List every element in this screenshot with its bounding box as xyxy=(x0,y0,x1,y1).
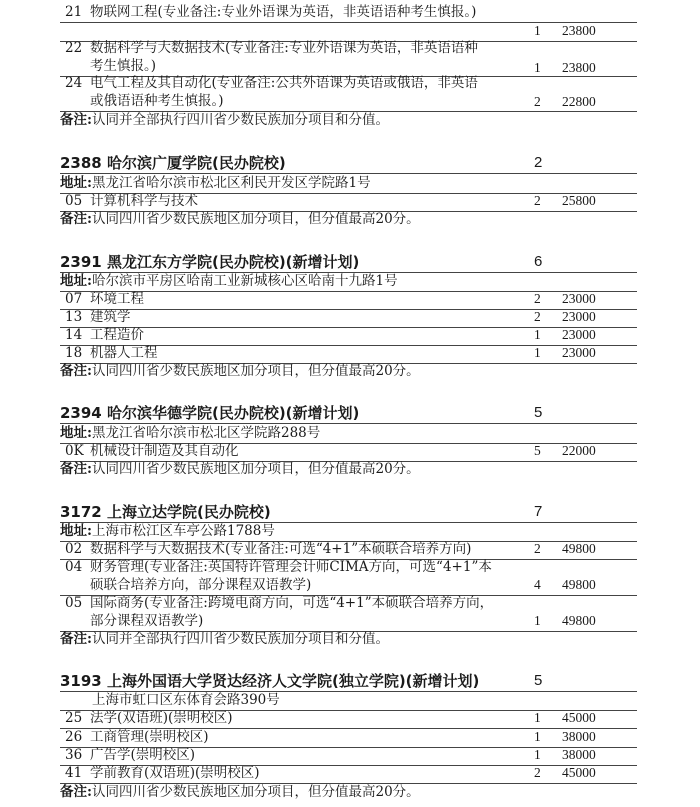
item-count: 2 xyxy=(534,765,541,780)
item-fee: 25800 xyxy=(562,193,596,208)
item-code: 41 xyxy=(65,765,83,781)
remark xyxy=(60,782,420,802)
item-count: 2 xyxy=(534,309,541,324)
address xyxy=(60,521,275,541)
item-count: 2 xyxy=(534,541,541,556)
school-total: 6 xyxy=(534,253,543,270)
school-total: 2 xyxy=(534,154,543,171)
item-code: 26 xyxy=(65,729,83,745)
item-code: 05 xyxy=(65,595,83,611)
address-label: 地址: xyxy=(60,425,92,441)
item-count: 1 xyxy=(534,23,541,38)
divider xyxy=(60,291,637,292)
item-code: 05 xyxy=(65,193,83,209)
item-code: 07 xyxy=(65,291,83,307)
item-name: 工商管理(崇明校区) xyxy=(90,729,209,745)
item-name: 机械设计制造及其自动化 xyxy=(90,443,239,459)
remark xyxy=(60,361,420,381)
remark-label: 备注: xyxy=(60,363,92,379)
item-code: 04 xyxy=(65,559,83,575)
remark-label: 备注: xyxy=(60,461,92,477)
item-name: 机器人工程 xyxy=(90,345,158,361)
item-name-line1: 国际商务(专业备注:跨境电商方向，可选“4+1”本硕联合培养方向， xyxy=(90,595,494,611)
address xyxy=(60,690,280,710)
item-code: 36 xyxy=(65,747,83,763)
item-code: 13 xyxy=(65,309,83,325)
item-count: 2 xyxy=(534,193,541,208)
address-label: 地址: xyxy=(60,175,92,191)
item-count: 1 xyxy=(534,747,541,762)
item-count: 1 xyxy=(534,613,541,628)
remark-text: 认同四川省少数民族地区加分项目，但分值最高20分。 xyxy=(91,211,420,227)
school-total: 5 xyxy=(534,672,543,689)
item-name: 建筑学 xyxy=(90,309,131,325)
divider xyxy=(60,309,637,310)
item-name-line1: 数据科学与大数据技术(专业备注:专业外语课为英语，非英语语种 xyxy=(90,40,478,56)
item-name-line1: 电气工程及其自动化(专业备注:公共外语课为英语或俄语，非英语 xyxy=(90,75,478,91)
address-text: 上海市虹口区东体育会路390号 xyxy=(91,692,280,708)
item-count: 1 xyxy=(534,60,541,75)
school-total: 5 xyxy=(534,404,543,421)
remark-label: 备注: xyxy=(60,112,92,128)
item-code: 21 xyxy=(65,4,83,20)
item-code: 18 xyxy=(65,345,83,361)
item-name: 物联网工程(专业备注:专业外语课为英语，非英语语种考生慎报。) xyxy=(90,4,477,20)
school-total: 7 xyxy=(534,503,543,520)
item-code: 02 xyxy=(65,541,83,557)
item-name: 法学(双语班)(崇明校区) xyxy=(90,710,233,726)
remark-text: 认同并全部执行四川省少数民族加分项目和分值。 xyxy=(91,631,389,647)
school-heading: 2391 黑龙江东方学院(民办院校)(新增计划) xyxy=(60,253,360,271)
address-text: 黑龙江省哈尔滨市松北区利民开发区学院路1号 xyxy=(91,175,371,191)
divider xyxy=(60,22,637,23)
remark-label: 备注: xyxy=(60,784,92,800)
address xyxy=(60,423,320,443)
item-fee: 45000 xyxy=(562,710,596,725)
item-fee: 49800 xyxy=(562,541,596,556)
item-count: 5 xyxy=(534,443,541,458)
item-name: 计算机科学与技术 xyxy=(90,193,198,209)
item-fee: 23000 xyxy=(562,309,596,324)
item-name-line2: 考生慎报。) xyxy=(90,58,157,74)
item-fee: 23800 xyxy=(562,23,596,38)
item-count: 1 xyxy=(534,345,541,360)
item-code: 24 xyxy=(65,75,83,91)
item-count: 2 xyxy=(534,94,541,109)
item-code: 22 xyxy=(65,40,83,56)
item-fee: 22800 xyxy=(562,94,596,109)
remark-text: 认同四川省少数民族地区加分项目，但分值最高20分。 xyxy=(91,461,420,477)
address xyxy=(60,271,398,291)
item-name: 学前教育(双语班)(崇明校区) xyxy=(90,765,260,781)
item-name-line2: 部分课程双语教学) xyxy=(90,613,204,629)
school-heading: 3172 上海立达学院(民办院校) xyxy=(60,503,271,521)
item-fee: 23000 xyxy=(562,291,596,306)
address-label: 地址: xyxy=(60,523,92,539)
item-name-line2: 或俄语语种考生慎报。) xyxy=(90,93,224,109)
remark xyxy=(60,629,389,649)
item-code: 0K xyxy=(65,443,84,459)
remark-label: 备注: xyxy=(60,211,92,227)
remark xyxy=(60,459,420,479)
item-name-line1: 财务管理(专业备注:英国特许管理会计师CIMA方向，可选“4+1”本 xyxy=(90,559,492,575)
item-count: 1 xyxy=(534,729,541,744)
school-heading: 2394 哈尔滨华德学院(民办院校)(新增计划) xyxy=(60,404,360,422)
item-name: 环境工程 xyxy=(90,291,144,307)
item-name: 数据科学与大数据技术(专业备注:可选“4+1”本硕联合培养方向) xyxy=(90,541,472,557)
item-name: 工程造价 xyxy=(90,327,144,343)
item-count: 1 xyxy=(534,327,541,342)
item-fee: 45000 xyxy=(562,765,596,780)
remark-text: 认同并全部执行四川省少数民族加分项目和分值。 xyxy=(91,112,389,128)
address xyxy=(60,173,371,193)
item-fee: 23000 xyxy=(562,327,596,342)
item-count: 4 xyxy=(534,577,541,592)
item-code: 25 xyxy=(65,710,83,726)
item-count: 1 xyxy=(534,710,541,725)
divider xyxy=(60,327,637,328)
item-fee: 23000 xyxy=(562,345,596,360)
remark-text: 认同四川省少数民族地区加分项目，但分值最高20分。 xyxy=(91,784,420,800)
item-name: 广告学(崇明校区) xyxy=(90,747,196,763)
item-code: 14 xyxy=(65,327,83,343)
item-fee: 49800 xyxy=(562,613,596,628)
item-fee: 23800 xyxy=(562,60,596,75)
remark-label: 备注: xyxy=(60,631,92,647)
school-heading: 2388 哈尔滨广厦学院(民办院校) xyxy=(60,154,286,172)
address-text: 黑龙江省哈尔滨市松北区学院路288号 xyxy=(91,425,321,441)
school-heading: 3193 上海外国语大学贤达经济人文学院(独立学院)(新增计划) xyxy=(60,672,480,690)
remark xyxy=(60,110,389,130)
remark xyxy=(60,209,420,229)
address-text: 哈尔滨市平房区哈南工业新城核心区哈南十九路1号 xyxy=(91,273,398,289)
item-count: 2 xyxy=(534,291,541,306)
item-fee: 49800 xyxy=(562,577,596,592)
item-fee: 22000 xyxy=(562,443,596,458)
item-fee: 38000 xyxy=(562,747,596,762)
remark-text: 认同四川省少数民族地区加分项目，但分值最高20分。 xyxy=(91,363,420,379)
address-label: 地址: xyxy=(60,273,92,289)
item-name-line2: 硕联合培养方向，部分课程双语教学) xyxy=(90,577,312,593)
address-text: 上海市松江区车亭公路1788号 xyxy=(91,523,275,539)
item-fee: 38000 xyxy=(562,729,596,744)
